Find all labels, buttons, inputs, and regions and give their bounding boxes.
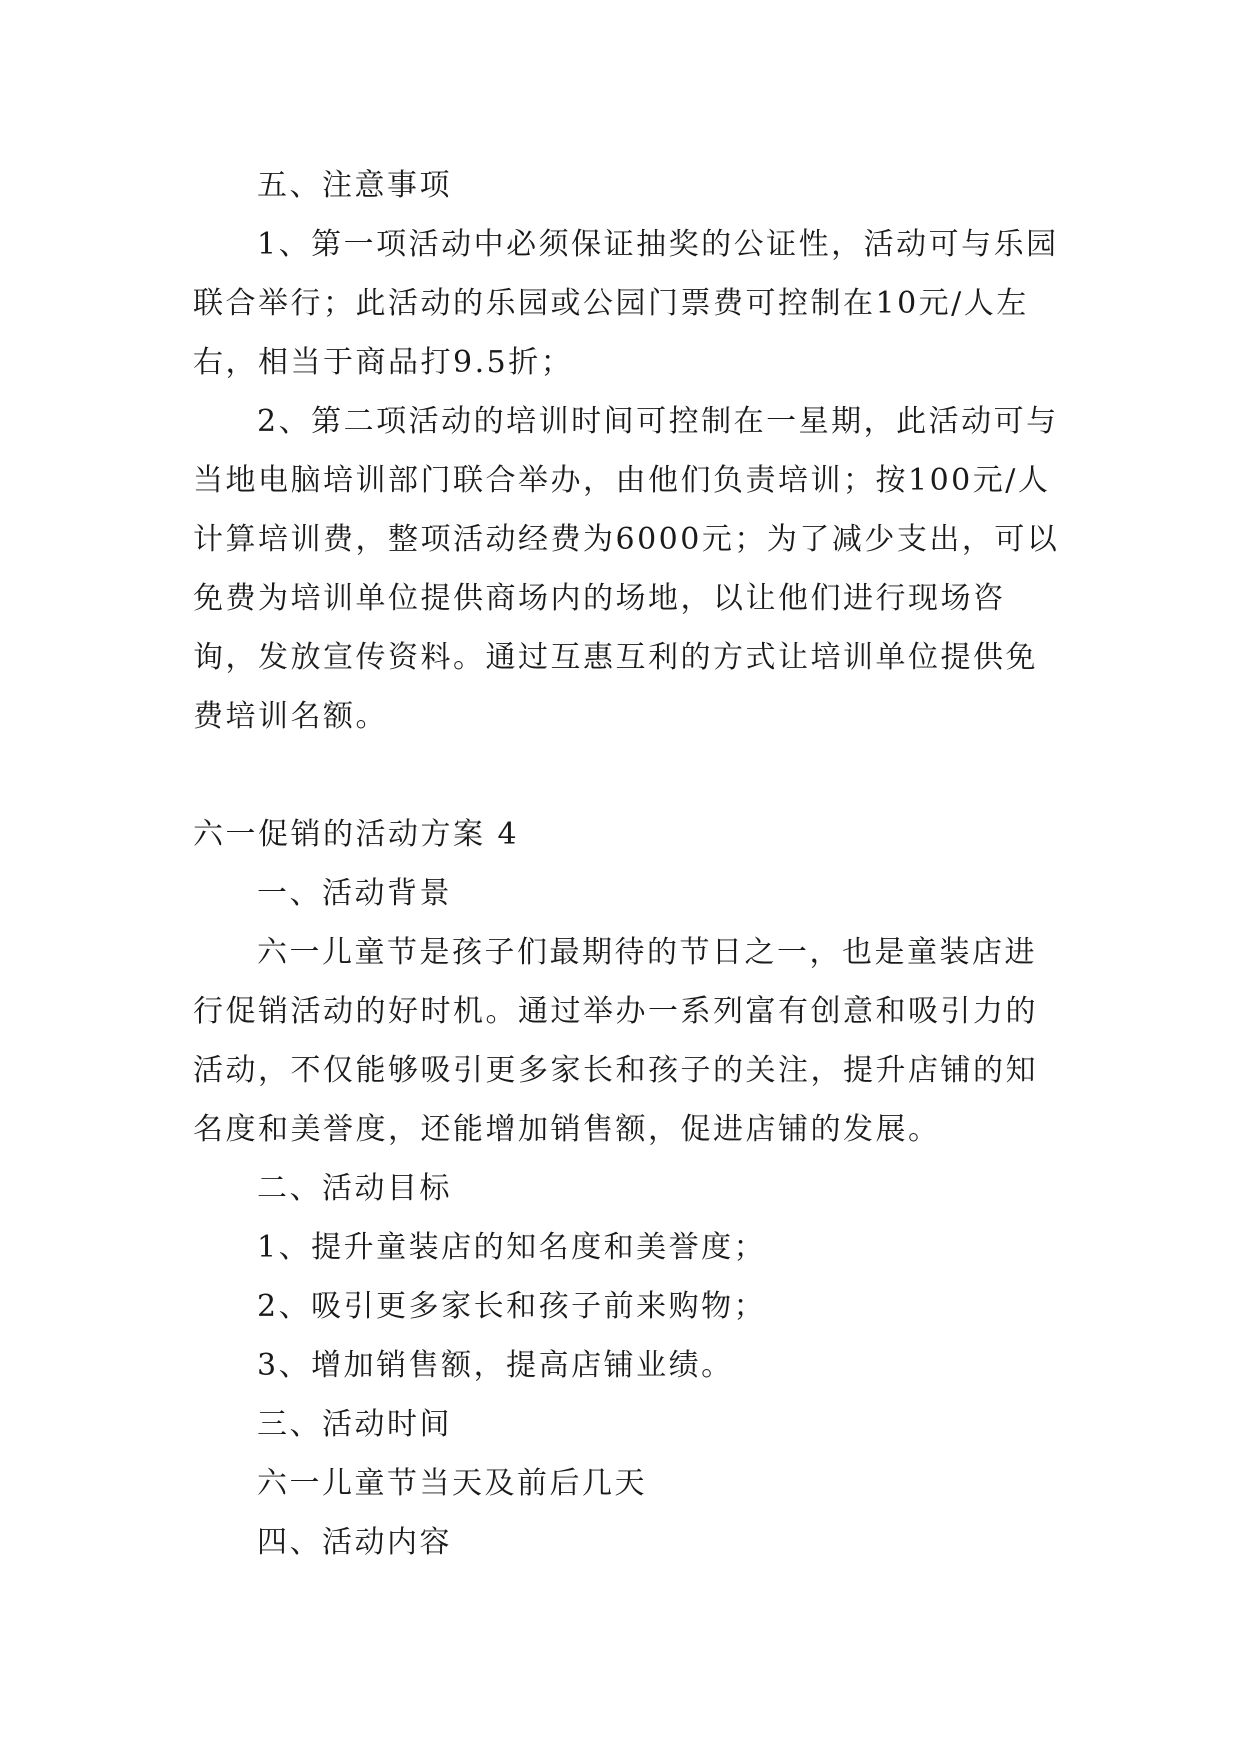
section-heading-content: 四、活动内容 [257, 1525, 452, 1560]
goal-item-3: 3、增加销售额，提高店铺业绩。 [257, 1348, 734, 1383]
section-heading-background: 一、活动背景 [257, 876, 452, 911]
section-heading-goals: 二、活动目标 [257, 1171, 452, 1206]
blank-line [193, 746, 1063, 805]
paragraph-precaution-2: 2、第二项活动的培训时间可控制在一星期，此活动可与当地电脑培训部门联合举办，由他们负责培训；按100元/人计算培训费，整项活动经费为6000元；为了减少支出，可以免费为培训单位提供商场内的场地，以让他们进行现场咨询，发放宣传资料。通过互惠互利的方式让培训单位提供免费培训名额。 [193, 404, 1060, 734]
document-body [193, 156, 1063, 1572]
paragraph-background: 六一儿童节是孩子们最期待的节日之一，也是童装店进行促销活动的好时机。通过举办一系列富有创意和吸引力的活动，不仅能够吸引更多家长和孩子的关注，提升店铺的知名度和美誉度，还能增加销售额，促进店铺的发展。 [193, 935, 1038, 1147]
section-heading-time: 三、活动时间 [257, 1407, 452, 1442]
paragraph-time: 六一儿童节当天及前后几天 [257, 1466, 647, 1501]
goal-item-1: 1、提升童装店的知名度和美誉度； [257, 1230, 767, 1265]
goal-item-2: 2、吸引更多家长和孩子前来购物； [257, 1289, 767, 1324]
paragraph-precaution-1: 1、第一项活动中必须保证抽奖的公证性，活动可与乐园联合举行；此活动的乐园或公园门票费可控制在10元/人左右，相当于商品打9.5折； [193, 227, 1059, 380]
section-heading-precautions: 五、注意事项 [257, 168, 452, 203]
plan-title: 六一促销的活动方案 4 [193, 817, 520, 852]
